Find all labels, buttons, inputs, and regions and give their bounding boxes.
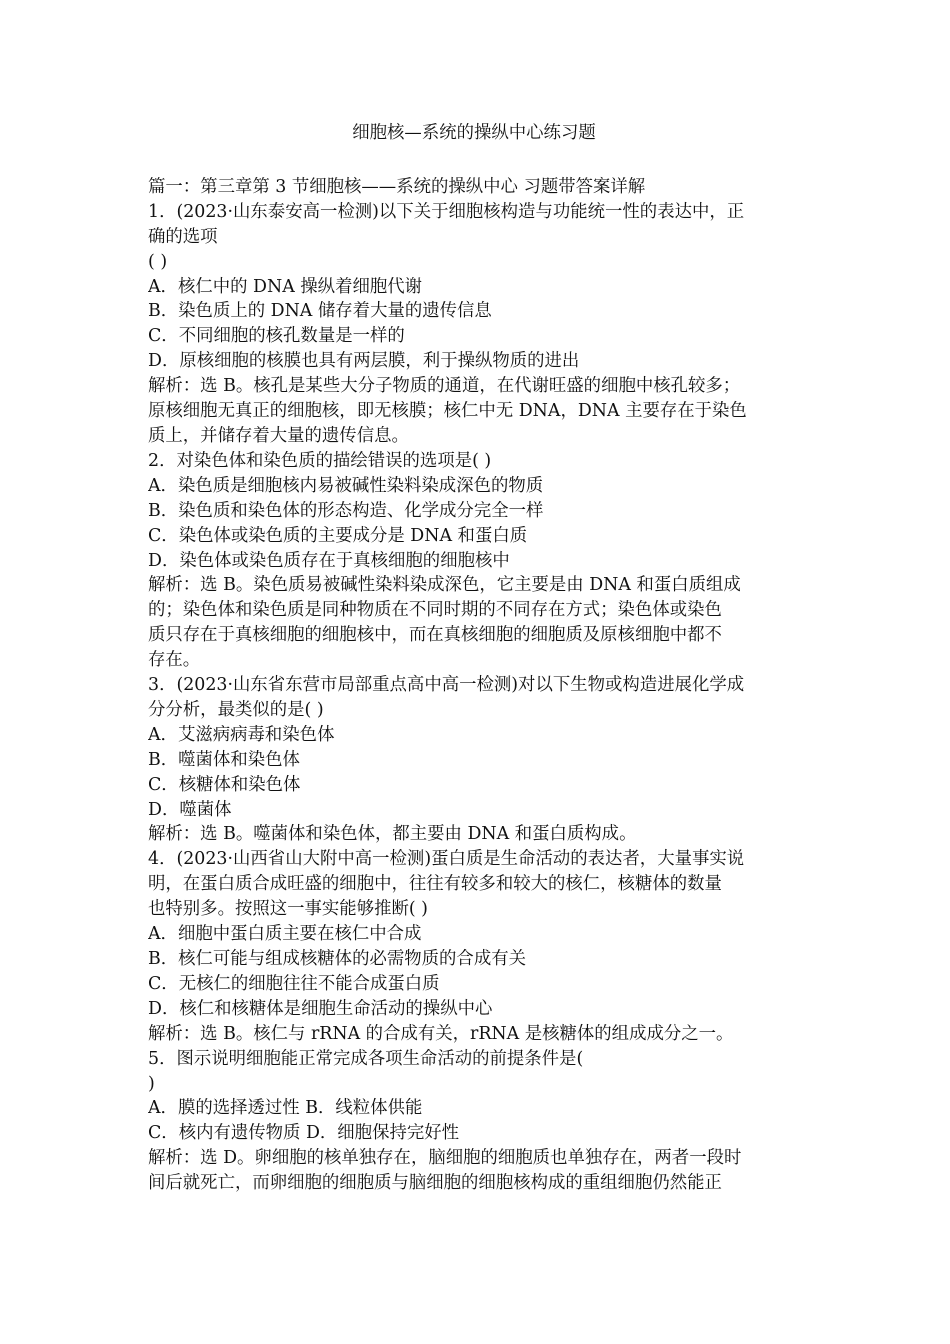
document-line: A．膜的选择透过性 B．线粒体供能: [148, 1098, 423, 1119]
document-line: A．艾滋病病毒和染色体: [148, 724, 335, 745]
document-line: 1．(2023·山东泰安高一检测)以下关于细胞核构造与功能统一性的表达中，正: [148, 201, 745, 222]
document-line: C．核糖体和染色体: [148, 774, 301, 795]
document-line: ( ): [148, 251, 168, 272]
document-line: 明，在蛋白质合成旺盛的细胞中，往往有较多和较大的核仁，核糖体的数量: [148, 874, 722, 895]
document-line: 3．(2023·山东省东营市局部重点高中高一检测)对以下生物或构造进展化学成: [148, 675, 745, 696]
document-line: 解析：选 B。核仁与 rRNA 的合成有关，rRNA 是核糖体的组成成分之一。: [148, 1023, 734, 1044]
document-page: [148, 121, 800, 1196]
document-line: C．核内有遗传物质 D．细胞保持完好性: [148, 1123, 460, 1144]
document-line: C．染色体或染色质的主要成分是 DNA 和蛋白质: [148, 525, 528, 546]
document-line: 质上，并储存着大量的遗传信息。: [148, 425, 409, 446]
document-line: 也特别多。按照这一事实能够推断( ): [148, 899, 428, 920]
document-line: C．无核仁的细胞往往不能合成蛋白质: [148, 973, 440, 994]
document-line: C．不同细胞的核孔数量是一样的: [148, 326, 405, 347]
document-line: 解析：选 B。噬菌体和染色体，都主要由 DNA 和蛋白质构成。: [148, 824, 637, 845]
document-line: 分分析，最类似的是( ): [148, 699, 324, 720]
document-line: B．染色质和染色体的形态构造、化学成分完全一样: [148, 500, 544, 521]
document-line: 间后就死亡，而卵细胞的细胞质与脑细胞的细胞核构成的重组细胞仍然能正: [148, 1173, 722, 1194]
document-title: 细胞核—系统的操纵中心练习题: [352, 123, 596, 143]
document-line: B．核仁可能与组成核糖体的必需物质的合成有关: [148, 949, 526, 969]
document-line: 原核细胞无真正的细胞核，即无核膜；核仁中无 DNA，DNA 主要存在于染色: [148, 401, 747, 422]
document-line: A．染色质是细胞核内易被碱性染料染成深色的物质: [148, 475, 544, 496]
document-line: D．核仁和核糖体是细胞生命活动的操纵中心: [148, 998, 493, 1019]
document-line: D．噬菌体: [148, 799, 232, 820]
document-body: [148, 175, 800, 1196]
document-line: B．染色质上的 DNA 储存着大量的遗传信息: [148, 301, 492, 322]
document-line: B．噬菌体和染色体: [148, 749, 300, 770]
document-line: 质只存在于真核细胞的细胞核中，而在真核细胞的细胞质及原核细胞中都不: [148, 625, 722, 646]
document-line: ): [148, 1073, 155, 1094]
document-line: 存在。: [148, 650, 201, 671]
document-line: 确的选项: [148, 226, 218, 247]
document-line: 解析：选 B。染色质易被碱性染料染成深色，它主要是由 DNA 和蛋白质组成: [148, 575, 741, 596]
document-line: D．染色体或染色质存在于真核细胞的细胞核中: [148, 550, 510, 571]
document-line: 解析：选 D。卵细胞的核单独存在，脑细胞的细胞质也单独存在，两者一段时: [148, 1148, 742, 1169]
document-line: 2．对染色体和染色质的描绘错误的选项是( ): [148, 450, 492, 471]
document-line: 解析：选 B。核孔是某些大分子物质的通道，在代谢旺盛的细胞中核孔较多；: [148, 376, 741, 397]
document-line: 4．(2023·山西省山大附中高一检测)蛋白质是生命活动的表达者，大量事实说: [148, 849, 745, 870]
document-line: 篇一：第三章第 3 节细胞核——系统的操纵中心 习题带答案详解: [148, 176, 646, 197]
document-line: 5．图示说明细胞能正常完成各项生命活动的前提条件是(: [148, 1048, 584, 1069]
document-line: A．细胞中蛋白质主要在核仁中合成: [148, 924, 422, 945]
document-line: D．原核细胞的核膜也具有两层膜，利于操纵物质的进出: [148, 351, 580, 372]
document-line: A．核仁中的 DNA 操纵着细胞代谢: [148, 276, 423, 297]
document-line: 的；染色体和染色质是同种物质在不同时期的不同存在方式；染色体或染色: [148, 600, 722, 621]
